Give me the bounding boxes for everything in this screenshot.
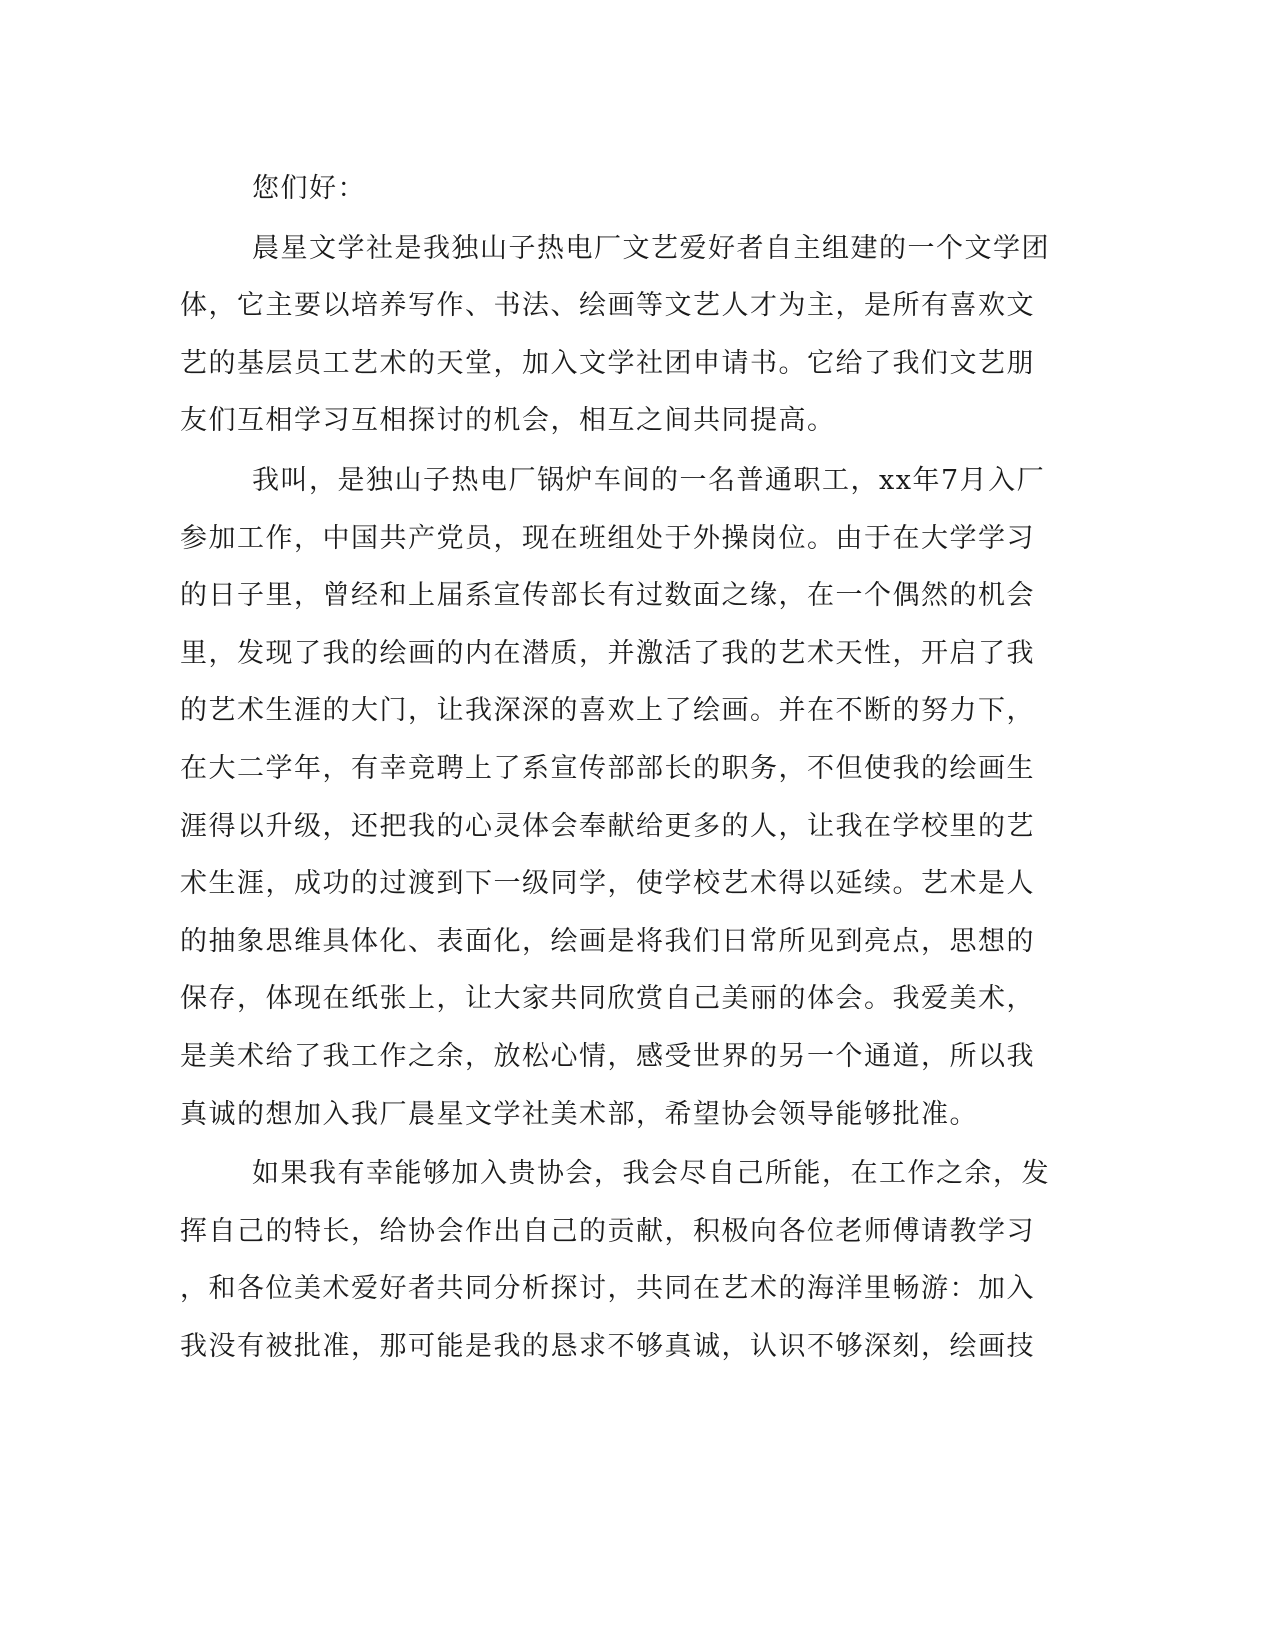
paragraph-line: 我没有被批准，那可能是我的恳求不够真诚，认识不够深刻，绘画技 (180, 1330, 1035, 1362)
paragraph-line: 的抽象思维具体化、表面化，绘画是将我们日常所见到亮点，思想的 (180, 925, 1035, 957)
paragraph-line: 的艺术生涯的大门，让我深深的喜欢上了绘画。并在不断的努力下， (180, 695, 1035, 727)
paragraph-line: 是美术给了我工作之余，放松心情，感受世界的另一个通道，所以我 (180, 1040, 1035, 1072)
paragraph-line: 在大二学年，有幸竞聘上了系宣传部部长的职务，不但使我的绘画生 (180, 752, 1035, 784)
paragraph-line: ，和各位美术爱好者共同分析探讨，共同在艺术的海洋里畅游：加入 (180, 1273, 1035, 1305)
paragraph-line: 友们互相学习互相探讨的机会，相互之间共同提高。 (180, 405, 836, 437)
letter-body (180, 160, 1050, 1375)
paragraph-line: 涯得以升级，还把我的心灵体会奉献给更多的人，让我在学校里的艺 (180, 810, 1035, 842)
greeting: 您们好： (252, 173, 366, 204)
paragraph-line: 晨星文学社是我独山子热电厂文艺爱好者自主组建的一个文学团 (252, 232, 1050, 264)
paragraph-line: 参加工作，中国共产党员，现在班组处于外操岗位。由于在大学学习 (180, 522, 1035, 554)
paragraph-line: 艺的基层员工艺术的天堂，加入文学社团申请书。它给了我们文艺朋 (180, 347, 1035, 379)
paragraph-line: 挥自己的特长，给协会作出自己的贡献，积极向各位老师傅请教学习 (180, 1215, 1035, 1247)
paragraph-3 (180, 1145, 1050, 1375)
paragraph-line: 的日子里，曾经和上届系宣传部长有过数面之缘，在一个偶然的机会 (180, 580, 1035, 612)
paragraph-line: 我叫，是独山子热电厂锅炉车间的一名普通职工，xx年7月入厂 (252, 464, 1046, 496)
paragraph-line: 如果我有幸能够加入贵协会，我会尽自己所能，在工作之余，发 (252, 1158, 1050, 1190)
paragraph-line: 术生涯，成功的过渡到下一级同学，使学校艺术得以延续。艺术是人 (180, 868, 1035, 900)
paragraph-line: 真诚的想加入我厂晨星文学社美术部，希望协会领导能够批准。 (180, 1098, 978, 1130)
paragraph-line: 里，发现了我的绘画的内在潜质，并激活了我的艺术天性，开启了我 (180, 637, 1035, 669)
paragraph-line: 保存，体现在纸张上，让大家共同欣赏自己美丽的体会。我爱美术， (180, 983, 1035, 1015)
paragraph-line: 体，它主要以培养写作、书法、绘画等文艺人才为主，是所有喜欢文 (180, 290, 1035, 322)
paragraph-2 (180, 452, 1046, 1143)
paragraph-1 (180, 220, 1050, 450)
